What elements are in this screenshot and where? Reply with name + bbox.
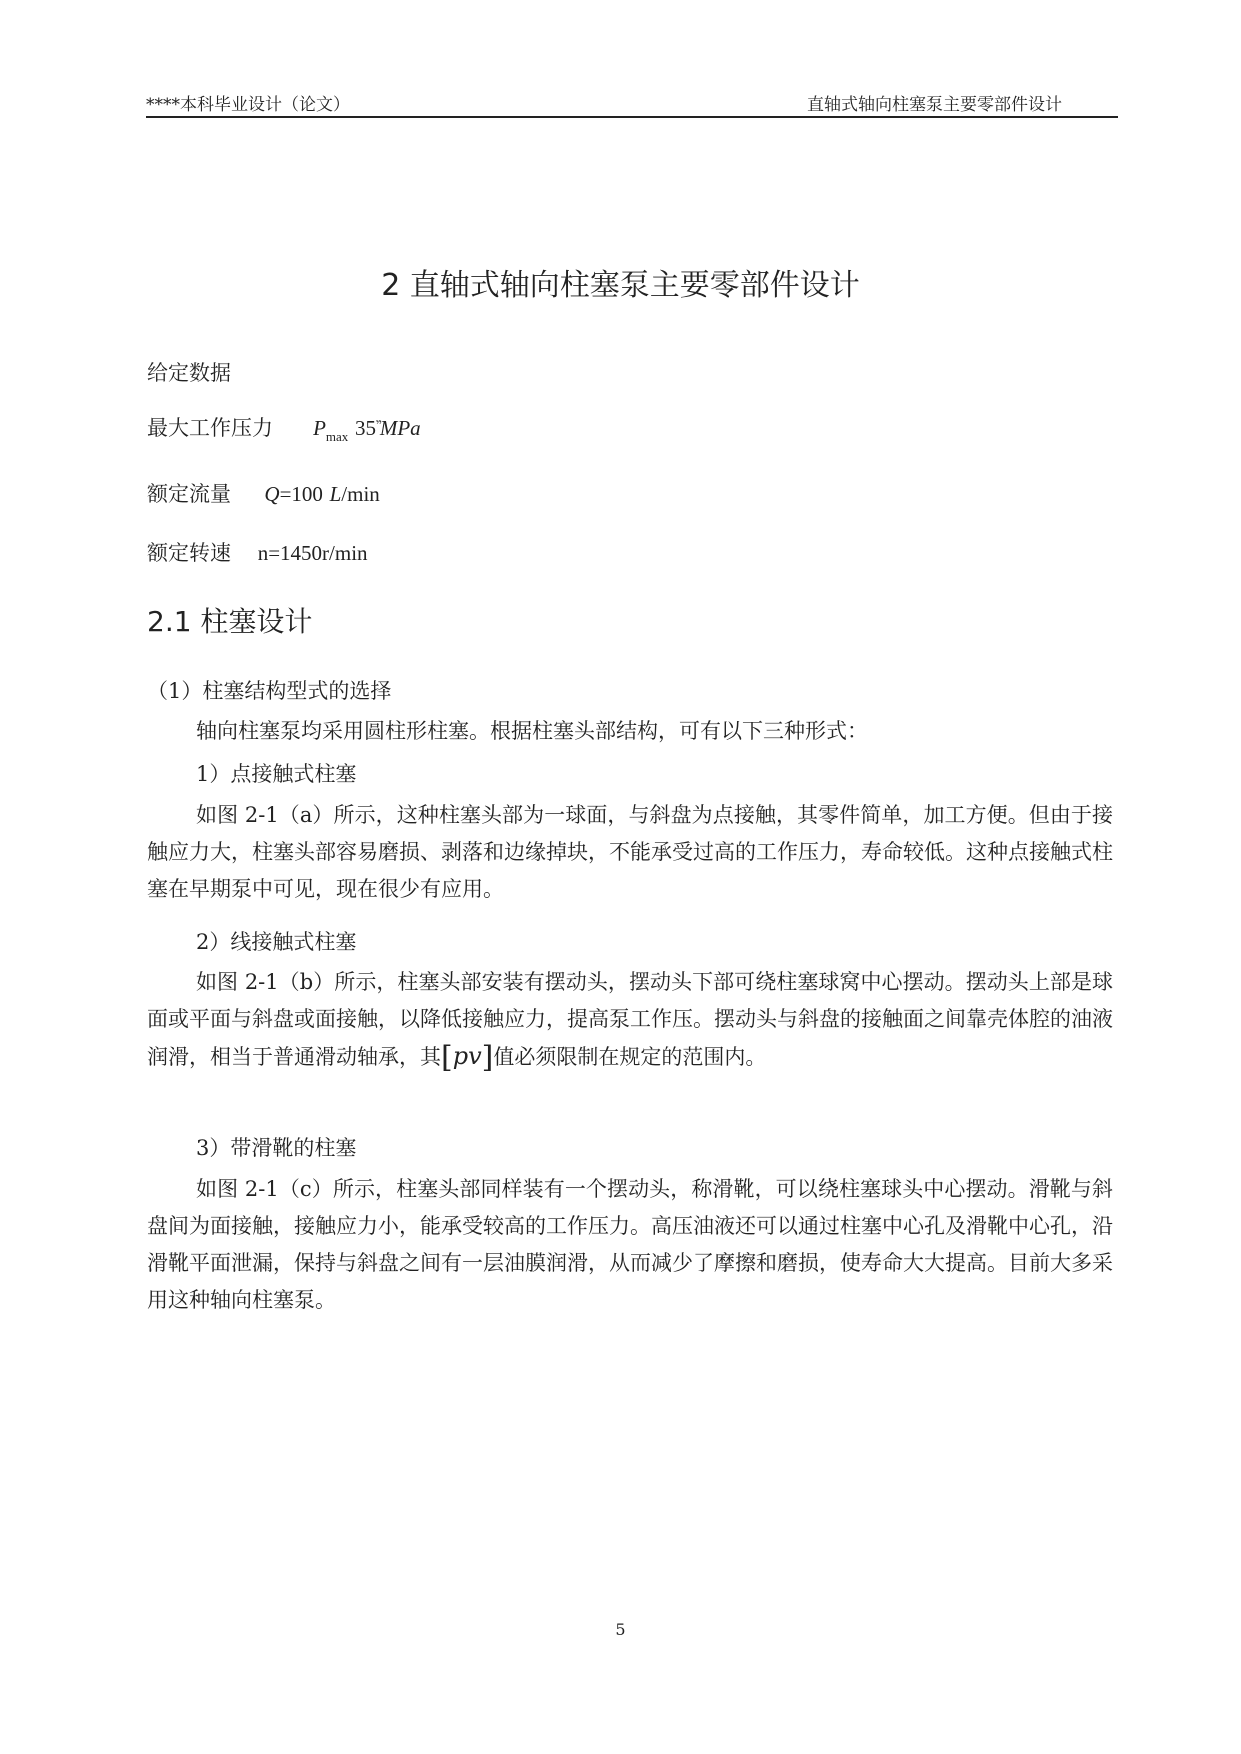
header-left-text: ****本科毕业设计（论文）	[146, 95, 350, 115]
type-heading: 1）点接触式柱塞	[196, 762, 357, 786]
param-label: 最大工作压力	[147, 416, 273, 440]
paragraph-text-before: 如图 2-1（b）所示，柱塞头部安装有摆动头，摆动头下部可绕柱塞球窝中心摆动。摆动头上部是球面或平面与斜盘或面接触，以降低接触应力，提高泵工作压。摆动头与斜盘的接触面之间靠壳体腔的油液润滑，相当于普通滑动轴承，其	[147, 970, 1113, 1069]
param-symbol: Q	[264, 482, 280, 506]
param-value: 35	[354, 416, 376, 440]
param-rated-speed	[147, 537, 368, 567]
param-label: 额定流量	[147, 482, 231, 506]
chapter-title: 2 直轴式轴向柱塞泵主要零部件设计	[381, 268, 860, 303]
param-rated-flow	[147, 478, 380, 508]
header-right-text: 直轴式轴向柱塞泵主要零部件设计	[807, 95, 1062, 115]
item-heading: （1）柱塞结构型式的选择	[147, 679, 392, 703]
given-data-title: 给定数据	[147, 361, 231, 385]
param-unit: /min	[341, 482, 380, 506]
param-unit: MPa	[379, 416, 421, 440]
param-label: 额定转速	[147, 541, 231, 565]
param-operator: ײ	[375, 416, 380, 430]
type-paragraph: 如图 2-1（c）所示，柱塞头部同样装有一个摆动头，称滑靴，可以绕柱塞球头中心摆动。滑靴与斜盘间为面接触，接触应力小，能承受较高的工作压力。高压油液还可以通过柱塞中心孔及滑靴中心孔，沿滑靴平面泄漏，保持与斜盘之间有一层油膜润滑，从而减少了摩擦和磨损，使寿命大大提高。目前大多采用这种轴向柱塞泵。	[147, 1177, 1113, 1312]
page-header	[146, 88, 1118, 118]
param-symbol: P	[313, 416, 326, 440]
param-operator: =	[279, 482, 292, 506]
section-title: 2.1 柱塞设计	[147, 605, 313, 638]
type-paragraph: 如图 2-1（a）所示，这种柱塞头部为一球面，与斜盘为点接触，其零件简单，加工方便。但由于接触应力大，柱塞头部容易磨损、剥落和边缘掉块，不能承受过高的工作压力，寿命较低。这种点接触式柱塞在早期泵中可见，现在很少有应用。	[147, 803, 1113, 901]
param-max-pressure	[147, 412, 421, 445]
pv-symbol: [pv]	[441, 1040, 494, 1075]
param-unit-italic: L	[329, 482, 342, 506]
param-value: 100	[291, 482, 323, 506]
intro-text: 轴向柱塞泵均采用圆柱形柱塞。根据柱塞头部结构，可有以下三种形式：	[196, 719, 868, 743]
paragraph-text-after: 值必须限制在规定的范围内。	[493, 1045, 767, 1069]
param-subscript: max	[325, 429, 349, 444]
type-heading: 3）带滑靴的柱塞	[196, 1136, 357, 1160]
page-number: 5	[615, 1620, 626, 1639]
param-text: n=1450r/min	[257, 541, 368, 565]
type-paragraph	[147, 964, 1113, 1076]
type-heading: 2）线接触式柱塞	[196, 930, 357, 954]
